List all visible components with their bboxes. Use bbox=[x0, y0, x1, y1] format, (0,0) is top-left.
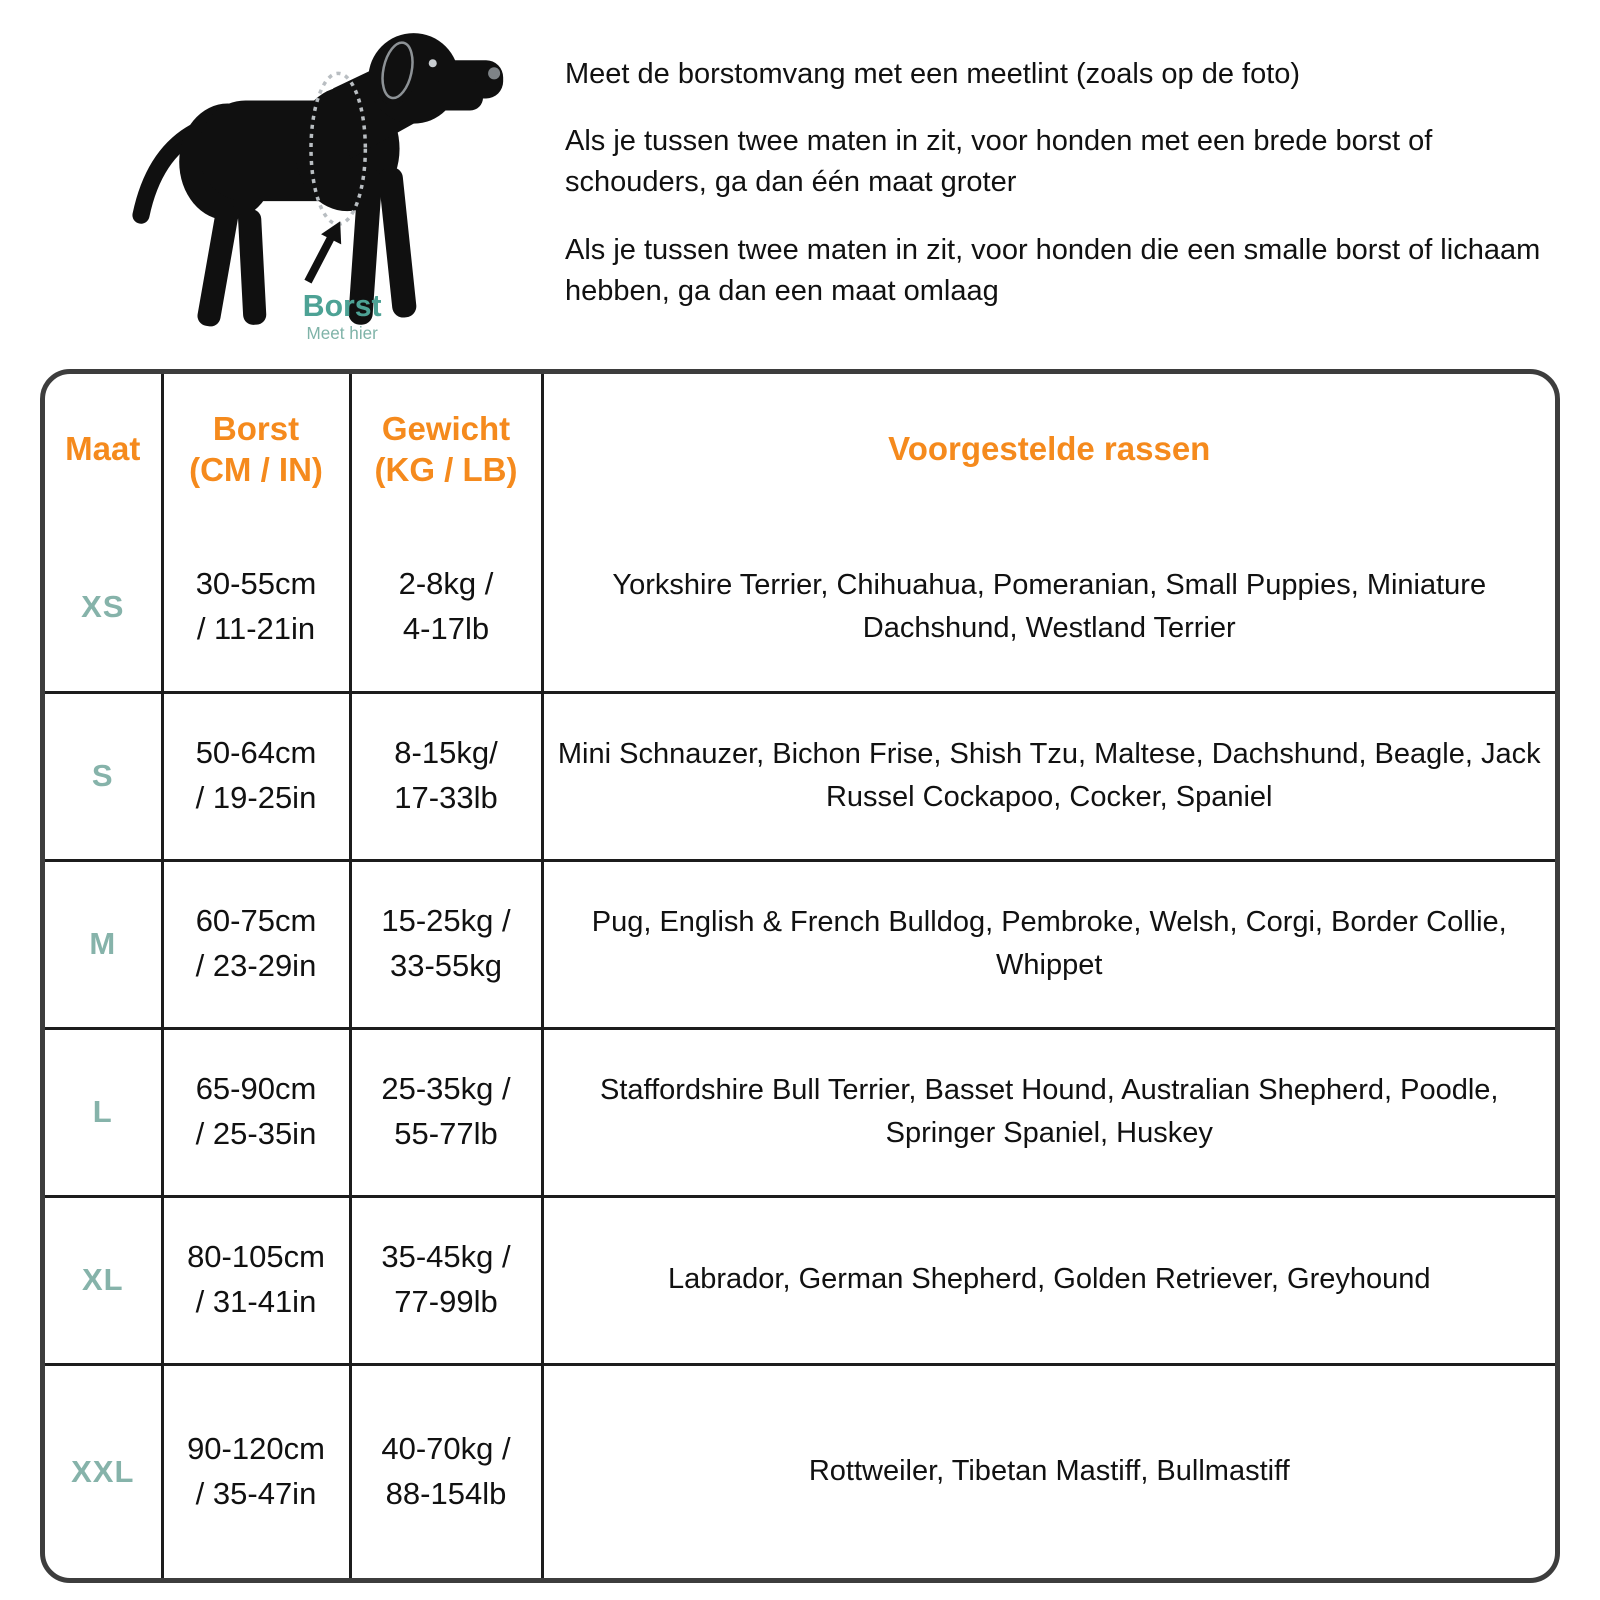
size-label: L bbox=[45, 1028, 162, 1196]
measuring-guide-section bbox=[0, 0, 1600, 355]
size-label: S bbox=[45, 692, 162, 860]
table-row-xxl bbox=[45, 1364, 1555, 1578]
suggested-breeds: Pug, English & French Bulldog, Pembroke, Welsh, Corgi, Border Collie, Whippet bbox=[542, 860, 1555, 1028]
size-label: XXL bbox=[45, 1364, 162, 1578]
dog-nose bbox=[488, 67, 500, 79]
measuring-instructions bbox=[565, 18, 1565, 338]
instruction-size-down: Als je tussen twee maten in zit, voor honden die een smalle borst of lichaam hebben, ga dan een maat omlaag bbox=[565, 233, 1541, 307]
weight-range: 25-35kg / 55-77lb bbox=[350, 1028, 542, 1196]
dog-eye bbox=[429, 59, 437, 67]
table-row-xl bbox=[45, 1196, 1555, 1364]
size-label: XS bbox=[45, 524, 162, 692]
chest-range: 90-120cm / 35-47in bbox=[162, 1364, 350, 1578]
suggested-breeds: Labrador, German Shepherd, Golden Retriever, Greyhound bbox=[542, 1196, 1555, 1364]
chest-arrow-icon bbox=[308, 221, 341, 281]
table-row-s bbox=[45, 692, 1555, 860]
dog-silhouette bbox=[141, 33, 503, 328]
header-row bbox=[45, 374, 1555, 524]
suggested-breeds: Mini Schnauzer, Bichon Frise, Shish Tzu, Maltese, Dachshund, Beagle, Jack Russel Cockapoo, Cocker, Spaniel bbox=[542, 692, 1555, 860]
table-row-xs bbox=[45, 524, 1555, 692]
chest-range: 50-64cm / 19-25in bbox=[162, 692, 350, 860]
header-chest: Borst (CM / IN) bbox=[162, 374, 350, 524]
suggested-breeds: Yorkshire Terrier, Chihuahua, Pomeranian, Small Puppies, Miniature Dachshund, Westland Terrier bbox=[542, 524, 1555, 692]
dog-measurement-diagram bbox=[85, 18, 545, 355]
header-weight: Gewicht (KG / LB) bbox=[350, 374, 542, 524]
header-size: Maat bbox=[45, 374, 162, 524]
chest-range: 60-75cm / 23-29in bbox=[162, 860, 350, 1028]
size-chart-frame bbox=[40, 369, 1560, 1583]
chest-range: 30-55cm / 11-21in bbox=[162, 524, 350, 692]
weight-range: 15-25kg / 33-55kg bbox=[350, 860, 542, 1028]
size-label: XL bbox=[45, 1196, 162, 1364]
measure-here-label: Meet hier bbox=[306, 323, 378, 343]
dog-silhouette-illustration bbox=[85, 18, 535, 350]
chest-range: 65-90cm / 25-35in bbox=[162, 1028, 350, 1196]
header-breeds: Voorgestelde rassen bbox=[542, 374, 1555, 524]
size-chart-table bbox=[45, 374, 1555, 1578]
table-row-m bbox=[45, 860, 1555, 1028]
weight-range: 8-15kg/ 17-33lb bbox=[350, 692, 542, 860]
instruction-measure: Meet de borstomvang met een meetlint (zoals op de foto) bbox=[565, 58, 1301, 90]
suggested-breeds: Staffordshire Bull Terrier, Basset Hound, Australian Shepherd, Poodle, Springer Spaniel, Huskey bbox=[542, 1028, 1555, 1196]
weight-range: 35-45kg / 77-99lb bbox=[350, 1196, 542, 1364]
table-row-l bbox=[45, 1028, 1555, 1196]
size-label: M bbox=[45, 860, 162, 1028]
weight-range: 40-70kg / 88-154lb bbox=[350, 1364, 542, 1578]
suggested-breeds: Rottweiler, Tibetan Mastiff, Bullmastiff bbox=[542, 1364, 1555, 1578]
chest-range: 80-105cm / 31-41in bbox=[162, 1196, 350, 1364]
chest-label: Borst bbox=[302, 289, 382, 323]
instruction-size-up: Als je tussen twee maten in zit, voor honden met een brede borst of schouders, ga dan één maat groter bbox=[565, 125, 1433, 199]
weight-range: 2-8kg / 4-17lb bbox=[350, 524, 542, 692]
